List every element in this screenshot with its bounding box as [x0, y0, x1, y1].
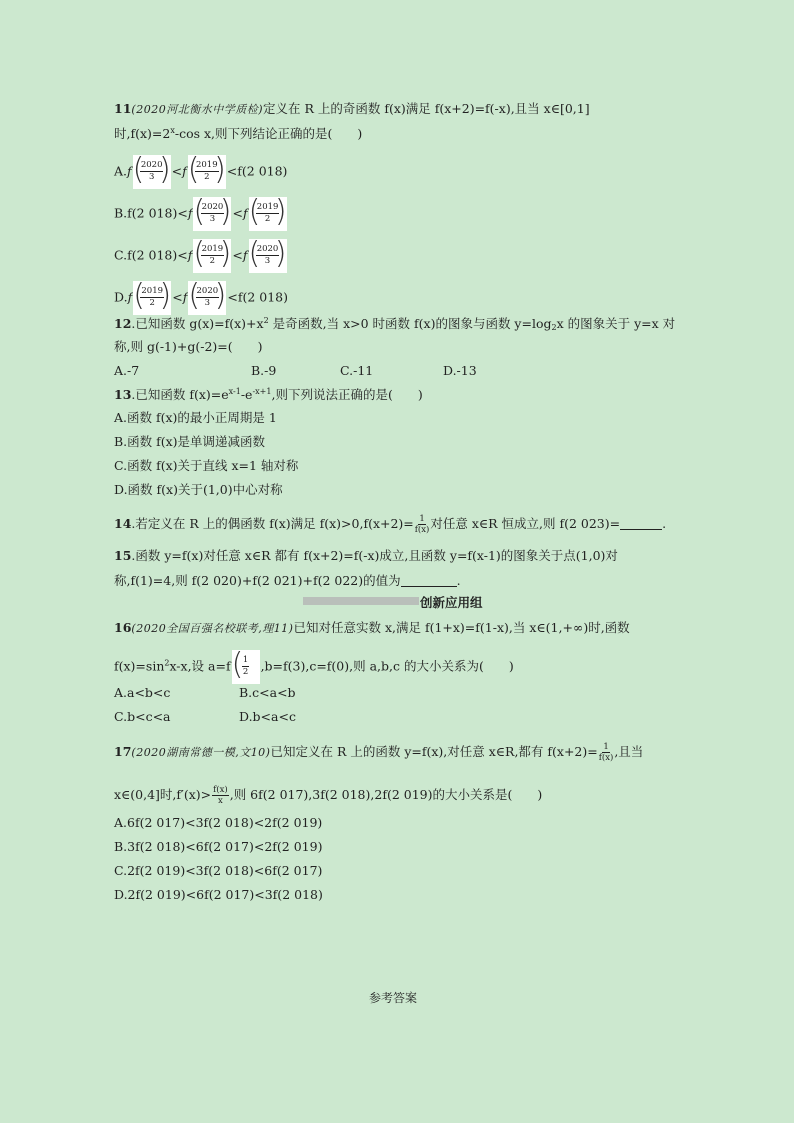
- frac-num: 1: [242, 655, 249, 665]
- q11-b-frac1: ( $\frac{2020}{3}$ ): [193, 194, 232, 229]
- q11-text1: 定义在 R 上的奇函数 f(x)满足 f(x+2)=f(-x),且当 x∈[0,1]: [262, 101, 590, 116]
- q17-frac2: [212, 785, 229, 806]
- q11-c-frac1: ( $\frac{2019}{2}$ ): [193, 236, 232, 271]
- frac-den: 3: [148, 172, 155, 182]
- q12-text1: .已知函数 g(x)=f(x)+x: [131, 316, 264, 331]
- q11-b-f2018: f(2 018): [127, 205, 178, 221]
- q11-option-a: A.f ( $\frac{2020}{3}$ ) <f ( $\frac{2019}{2}$ ) <f(2 018): [114, 152, 288, 187]
- q12-number: 12: [114, 316, 132, 331]
- frac-den: 2: [204, 172, 210, 182]
- q16-line2: [114, 647, 514, 684]
- q13-option-b: B.函数 f(x)是单调递减函数: [114, 434, 266, 449]
- q17-source: (2020湖南常德一模,文10): [131, 746, 271, 759]
- q15-text1: .函数 y=f(x)对任意 x∈R 都有 f(x+2)=f(-x)成立,且函数 y=f(x-1)的图象关于点(1,0)对: [131, 548, 618, 563]
- q13-sup2: -x+1: [252, 387, 272, 396]
- frac-num: 2019: [256, 202, 279, 212]
- q16-source: (2020全国百强名校联考,理11): [131, 622, 294, 635]
- q15-number: 15: [114, 548, 132, 563]
- q14-answer-blank[interactable]: [620, 517, 662, 530]
- q14-text-a: .若定义在 R 上的偶函数 f(x)满足 f(x)>0,f(x+2)=: [131, 516, 414, 531]
- q11-line2: [114, 126, 362, 142]
- section-divider-bar: [303, 597, 419, 605]
- q11-source: (2020河北衡水中学质检): [131, 103, 263, 116]
- q16-sup: 2: [164, 658, 170, 668]
- q11-a-label: A.: [114, 163, 128, 179]
- q16-text2c: ,b=f(3),c=f(0),则 a,b,c 的大小关系为( ): [260, 658, 514, 674]
- frac-num: 2020: [140, 160, 163, 170]
- q11-b-frac2: ( $\frac{2019}{2}$ ): [248, 194, 287, 229]
- q11-option-d: D.f ( $\frac{2019}{2}$ ) <f ( $\frac{2020}{3}$ ) <f(2 018): [114, 278, 288, 313]
- q11-d-frac2: ( $\frac{2020}{3}$ ): [188, 278, 227, 313]
- q17-text1a: 已知定义在 R 上的函数 y=f(x),对任意 x∈R,都有 f(x+2)=: [270, 744, 598, 759]
- answer-key-heading: 参考答案: [369, 991, 418, 1005]
- q16-option-c: C.b<c<a: [114, 709, 171, 724]
- frac-num: 1: [603, 742, 609, 752]
- q11-text2b: -cos x,则下列结论正确的是( ): [174, 126, 363, 141]
- q17-option-b: B.3f(2 018)<6f(2 017)<2f(2 019): [114, 839, 323, 854]
- q16-frac: ( $\frac{1}{2}$: [232, 650, 260, 684]
- q12-sub: 2: [551, 323, 557, 332]
- q13-line1: [114, 387, 423, 403]
- q15-line1: [114, 548, 618, 564]
- frac-den: x: [218, 796, 223, 806]
- q12-option-c: C.-11: [340, 363, 374, 378]
- q17-frac1: [599, 742, 614, 763]
- q11-c-label: C.: [114, 247, 128, 263]
- frac-den: 2: [264, 214, 271, 224]
- q14-line: [114, 514, 666, 535]
- frac-num: 2019: [201, 244, 224, 254]
- q12-option-a: A.-7: [114, 363, 140, 378]
- q16-text2a: f(x)=sin: [114, 658, 165, 674]
- q11-a-frac2: ( $\frac{2019}{2}$ ): [187, 152, 226, 187]
- frac-num: 2019: [141, 286, 164, 296]
- q17-text2b: ,则 6f(2 017),3f(2 018),2f(2 019)的大小关系是( ): [229, 787, 543, 802]
- q13-text1b: -e: [240, 387, 253, 402]
- q16-option-d: D.b<a<c: [239, 709, 296, 724]
- q13-option-d: D.函数 f(x)关于(1,0)中心对称: [114, 482, 283, 497]
- frac-num: 2020: [256, 244, 279, 254]
- q17-option-a: A.6f(2 017)<3f(2 018)<2f(2 019): [114, 815, 323, 830]
- q12-text1c: x 的图象关于 y=x 对: [556, 316, 676, 331]
- q12-sup: 2: [263, 316, 269, 325]
- q11-line1: [114, 101, 590, 118]
- q11-c-f2018: f(2 018): [127, 247, 178, 263]
- q12-text1b: 是奇函数,当 x>0 时函数 f(x)的图象与函数 y=log: [268, 316, 552, 331]
- q17-number: 17: [114, 744, 132, 759]
- q14-number: 14: [114, 516, 132, 531]
- frac-num: f(x): [213, 785, 228, 795]
- frac-den: f(x): [414, 525, 430, 535]
- q11-number: 11: [114, 101, 132, 116]
- frac-den: 3: [204, 298, 211, 308]
- frac-den: 2: [242, 667, 249, 677]
- frac-den: 3: [209, 214, 216, 224]
- q11-a-frac1: ( $\frac{2020}{3}$ ): [132, 152, 171, 187]
- frac-num: 1: [419, 514, 425, 524]
- frac-den: 3: [264, 256, 271, 266]
- q11-a-f2018: f(2 018): [237, 163, 288, 179]
- q13-option-c: C.函数 f(x)关于直线 x=1 轴对称: [114, 458, 299, 473]
- q16-number: 16: [114, 620, 132, 635]
- q13-number: 13: [114, 387, 132, 402]
- q17-line1: [114, 742, 643, 763]
- q14-frac: [415, 514, 430, 535]
- frac-num: 2020: [196, 286, 219, 296]
- q16-option-b: B.c<a<b: [239, 685, 296, 700]
- q17-text2a: x∈(0,4]时,f′(x)>: [114, 787, 212, 802]
- q14-end: .: [662, 516, 667, 531]
- q17-option-d: D.2f(2 019)<6f(2 017)<3f(2 018): [114, 887, 323, 902]
- q11-sup: x: [170, 126, 175, 135]
- q12-option-d: D.-13: [443, 363, 477, 378]
- q11-b-label: B.: [114, 205, 128, 221]
- q12-line1: [114, 316, 675, 332]
- section-title: 创新应用组: [420, 595, 483, 610]
- q13-text1a: .已知函数 f(x)=e: [131, 387, 229, 402]
- q15-text2: 称,f(1)=4,则 f(2 020)+f(2 021)+f(2 022)的值为: [114, 573, 401, 588]
- q15-line2: [114, 573, 461, 589]
- q14-text-b: 对任意 x∈R 恒成立,则 f(2 023)=: [430, 516, 621, 531]
- frac-num: 2020: [201, 202, 224, 212]
- q15-answer-blank[interactable]: [401, 574, 457, 587]
- q13-sup1: x-1: [228, 387, 241, 396]
- q16-option-a: A.a<b<c: [114, 685, 171, 700]
- q11-d-f2018: f(2 018): [237, 289, 288, 305]
- q13-text1c: ,则下列说法正确的是( ): [271, 387, 423, 402]
- q12-line2: 称,则 g(-1)+g(-2)=( ): [114, 339, 263, 354]
- q11-d-label: D.: [114, 289, 128, 305]
- q15-end: .: [456, 573, 461, 588]
- frac-den: 2: [209, 256, 216, 266]
- q11-text2a: 时,f(x)=2: [114, 126, 171, 141]
- q11-option-b: B.f(2 018)<f ( $\frac{2020}{3}$ ) <f ( $\frac{2019}{2}$ ): [114, 194, 287, 229]
- q12-option-b: B.-9: [251, 363, 277, 378]
- q17-text1b: ,且当: [614, 744, 644, 759]
- q11-d-frac1: ( $\frac{2019}{2}$ ): [133, 278, 172, 313]
- frac-num: 2019: [195, 160, 218, 170]
- q17-line2: [114, 785, 542, 806]
- q16-text2b: x-x,设 a=f: [169, 658, 231, 674]
- q11-option-c: C.f(2 018)<f ( $\frac{2019}{2}$ ) <f ( $\frac{2020}{3}$ ): [114, 236, 287, 271]
- frac-den: 2: [149, 298, 155, 308]
- q11-c-frac2: ( $\frac{2020}{3}$ ): [248, 236, 287, 271]
- frac-den: f(x): [598, 753, 614, 763]
- q16-text1: 已知对任意实数 x,满足 f(1+x)=f(1-x),当 x∈(1,+∞)时,函数: [293, 620, 630, 635]
- q16-line1: [114, 620, 630, 637]
- q17-option-c: C.2f(2 019)<3f(2 018)<6f(2 017): [114, 863, 323, 878]
- q13-option-a: A.函数 f(x)的最小正周期是 1: [114, 410, 277, 425]
